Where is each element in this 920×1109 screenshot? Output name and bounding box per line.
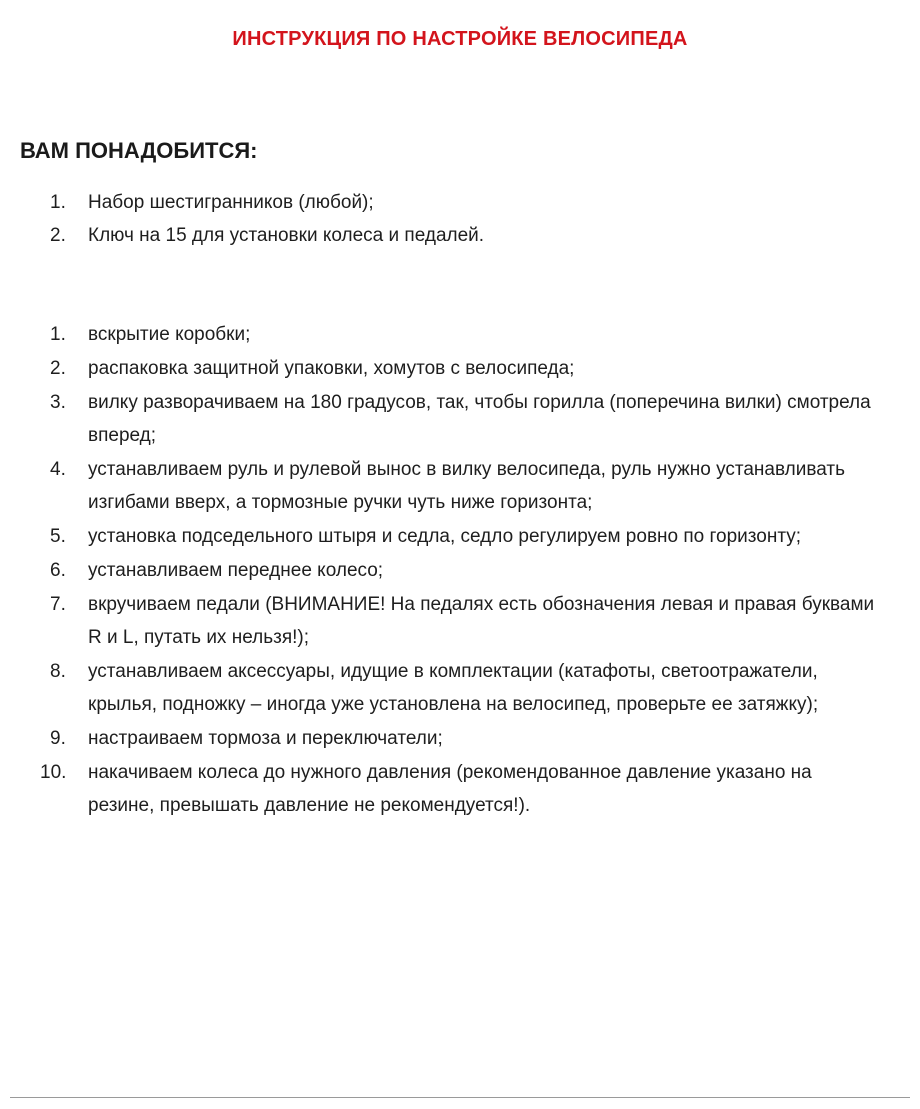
step-number: 8. <box>50 661 66 682</box>
step-text: настраиваем тормоза и переключатели; <box>88 728 443 749</box>
step-item <box>0 554 900 587</box>
step-text: вкручиваем педали (ВНИМАНИЕ! На педалях есть обозначения левая и правая буквами R и L, путать их нельзя!); <box>88 594 875 648</box>
step-number: 7. <box>50 594 66 615</box>
tools-item-number: 2. <box>50 225 66 246</box>
step-item <box>0 318 900 351</box>
tools-list <box>0 186 900 252</box>
step-number: 2. <box>50 358 66 379</box>
step-item <box>0 588 900 654</box>
step-text: устанавливаем аксессуары, идущие в комплектации (катафоты, светоотражатели, крылья, подножку – иногда уже установлена на велосипед, проверьте ее затяжку); <box>88 661 819 715</box>
tools-item-text: Набор шестигранников (любой); <box>88 192 374 213</box>
step-item <box>0 655 900 721</box>
step-text: накачиваем колеса до нужного давления (рекомендованное давление указано на резине, превышать давление не рекомендуется!). <box>88 762 812 816</box>
step-item <box>0 520 900 553</box>
step-text: установка подседельного штыря и седла, седло регулируем ровно по горизонту; <box>88 526 802 547</box>
step-text: устанавливаем руль и рулевой вынос в вилку велосипеда, руль нужно устанавливать изгибами вверх, а тормозные ручки чуть ниже горизонта; <box>88 459 845 513</box>
step-text: вилку разворачиваем на 180 градусов, так, чтобы горилла (поперечина вилки) смотрела вперед; <box>88 392 871 446</box>
step-number: 1. <box>50 324 66 345</box>
tools-heading: ВАМ ПОНАДОБИТСЯ: <box>20 138 258 163</box>
bottom-divider <box>10 1097 910 1098</box>
step-item <box>0 352 900 385</box>
step-item <box>0 756 900 822</box>
step-text: устанавливаем переднее колесо; <box>88 560 384 581</box>
tools-list-item <box>0 219 900 252</box>
step-number: 6. <box>50 560 66 581</box>
step-number: 9. <box>50 728 66 749</box>
step-number: 10. <box>40 762 67 783</box>
step-item <box>0 722 900 755</box>
step-item <box>0 386 900 452</box>
step-text: распаковка защитной упаковки, хомутов с велосипеда; <box>88 358 575 379</box>
step-text: вскрытие коробки; <box>88 324 251 345</box>
step-number: 3. <box>50 392 66 413</box>
step-number: 4. <box>50 459 66 480</box>
tools-item-number: 1. <box>50 192 66 213</box>
tools-list-item <box>0 186 900 219</box>
step-item <box>0 453 900 519</box>
steps-list <box>0 318 900 823</box>
tools-item-text: Ключ на 15 для установки колеса и педалей. <box>88 225 485 246</box>
step-number: 5. <box>50 526 66 547</box>
page-title: ИНСТРУКЦИЯ ПО НАСТРОЙКЕ ВЕЛОСИПЕДА <box>232 28 688 50</box>
